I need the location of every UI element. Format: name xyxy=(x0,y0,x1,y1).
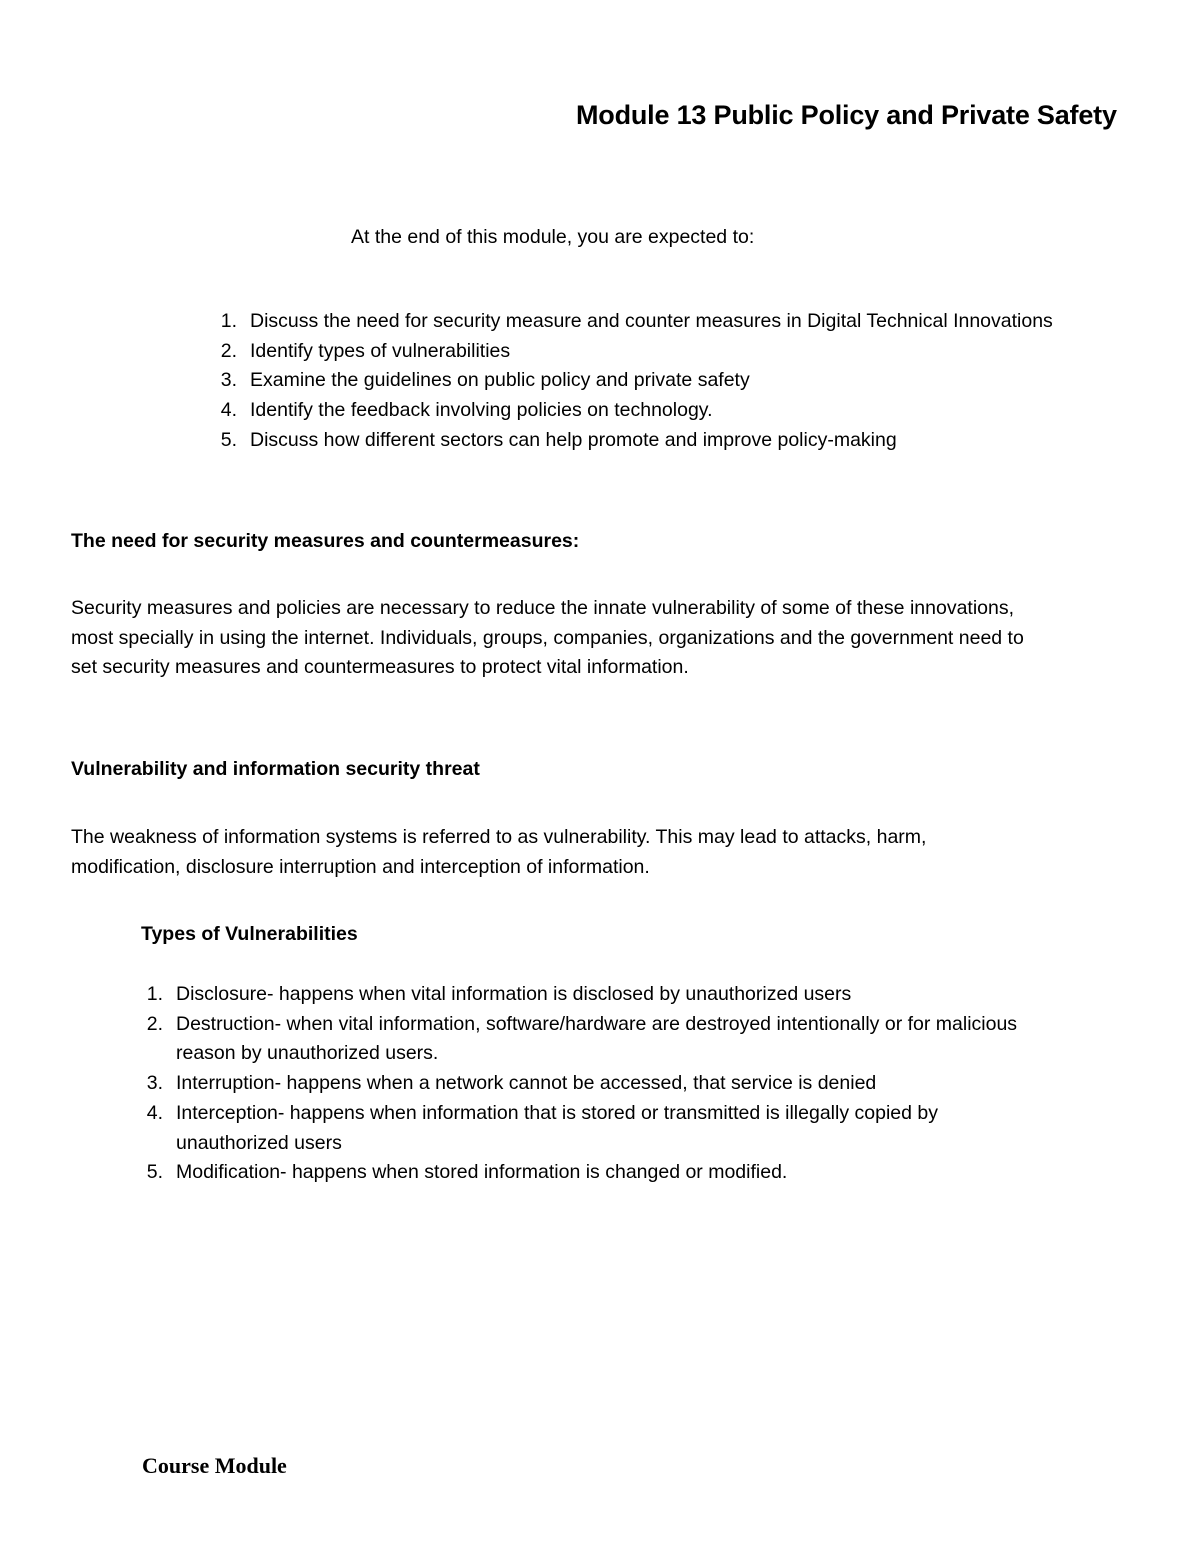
list-item xyxy=(146,1010,1018,1069)
list-number: 5. xyxy=(146,1161,163,1184)
paragraph-line: most specially in using the internet. Individuals, groups, companies, organizations and the government need to xyxy=(71,626,1024,649)
list-item-text: Interception- happens when information that is stored or transmitted is illegally copied by xyxy=(176,1101,938,1124)
list-number: 3. xyxy=(146,1072,163,1095)
paragraph-security-measures xyxy=(71,594,1024,683)
list-item xyxy=(220,396,1053,426)
list-number: 4. xyxy=(220,399,237,422)
list-item xyxy=(220,307,1053,337)
objectives-list xyxy=(220,307,1053,456)
section-heading-security-measures: The need for security measures and countermeasures: xyxy=(71,530,580,552)
paragraph-line: Security measures and policies are necessary to reduce the innate vulnerability of some of these innovations, xyxy=(71,597,1015,619)
list-item-text: Interruption- happens when a network cannot be accessed, that service is denied xyxy=(176,1072,877,1095)
list-number: 1. xyxy=(146,983,163,1005)
paragraph-line: The weakness of information systems is referred to as vulnerability. This may lead to attacks, harm, xyxy=(71,826,927,848)
list-item-text: Disclosure- happens when vital information is disclosed by unauthorized users xyxy=(176,983,852,1005)
list-number: 5. xyxy=(220,428,237,451)
list-number: 2. xyxy=(146,1012,163,1035)
section-heading-types-of-vulnerabilities: Types of Vulnerabilities xyxy=(141,923,358,945)
footer-course-module: Course Module xyxy=(142,1453,287,1478)
vulnerability-types-list xyxy=(146,980,1018,1188)
list-item xyxy=(146,1158,1017,1188)
list-item xyxy=(220,337,1053,367)
section-heading-vulnerability: Vulnerability and information security threat xyxy=(71,758,480,780)
list-item xyxy=(146,1069,1017,1099)
list-item-text: Identify types of vulnerabilities xyxy=(250,339,511,362)
list-item xyxy=(220,366,1053,396)
list-item-text: Discuss how different sectors can help promote and improve policy-making xyxy=(250,428,897,451)
paragraph-line: modification, disclosure interruption and interception of information. xyxy=(71,855,650,878)
intro-text: At the end of this module, you are expected to: xyxy=(351,226,755,248)
list-number: 2. xyxy=(220,339,237,362)
list-item xyxy=(146,1099,1017,1158)
page-title: Module 13 Public Policy and Private Safety xyxy=(576,100,1117,130)
list-item xyxy=(146,980,1017,1010)
list-number: 4. xyxy=(146,1101,163,1124)
list-item-text: Modification- happens when stored information is changed or modified. xyxy=(176,1161,788,1184)
list-item-text-continued: unauthorized users xyxy=(176,1131,342,1154)
list-item-text: Destruction- when vital information, software/hardware are destroyed intentionally or for malicious xyxy=(176,1012,1018,1035)
list-item xyxy=(220,426,1053,456)
list-number: 3. xyxy=(220,369,237,392)
paragraph-line: set security measures and countermeasures to protect vital information. xyxy=(71,656,689,679)
list-item-text-continued: reason by unauthorized users. xyxy=(176,1042,439,1065)
list-item-text: Examine the guidelines on public policy and private safety xyxy=(250,369,750,392)
paragraph-vulnerability xyxy=(71,823,926,882)
list-number: 1. xyxy=(220,310,237,332)
list-item-text: Identify the feedback involving policies on technology. xyxy=(250,399,713,422)
list-item-text: Discuss the need for security measure and counter measures in Digital Technical Innovations xyxy=(250,310,1053,332)
